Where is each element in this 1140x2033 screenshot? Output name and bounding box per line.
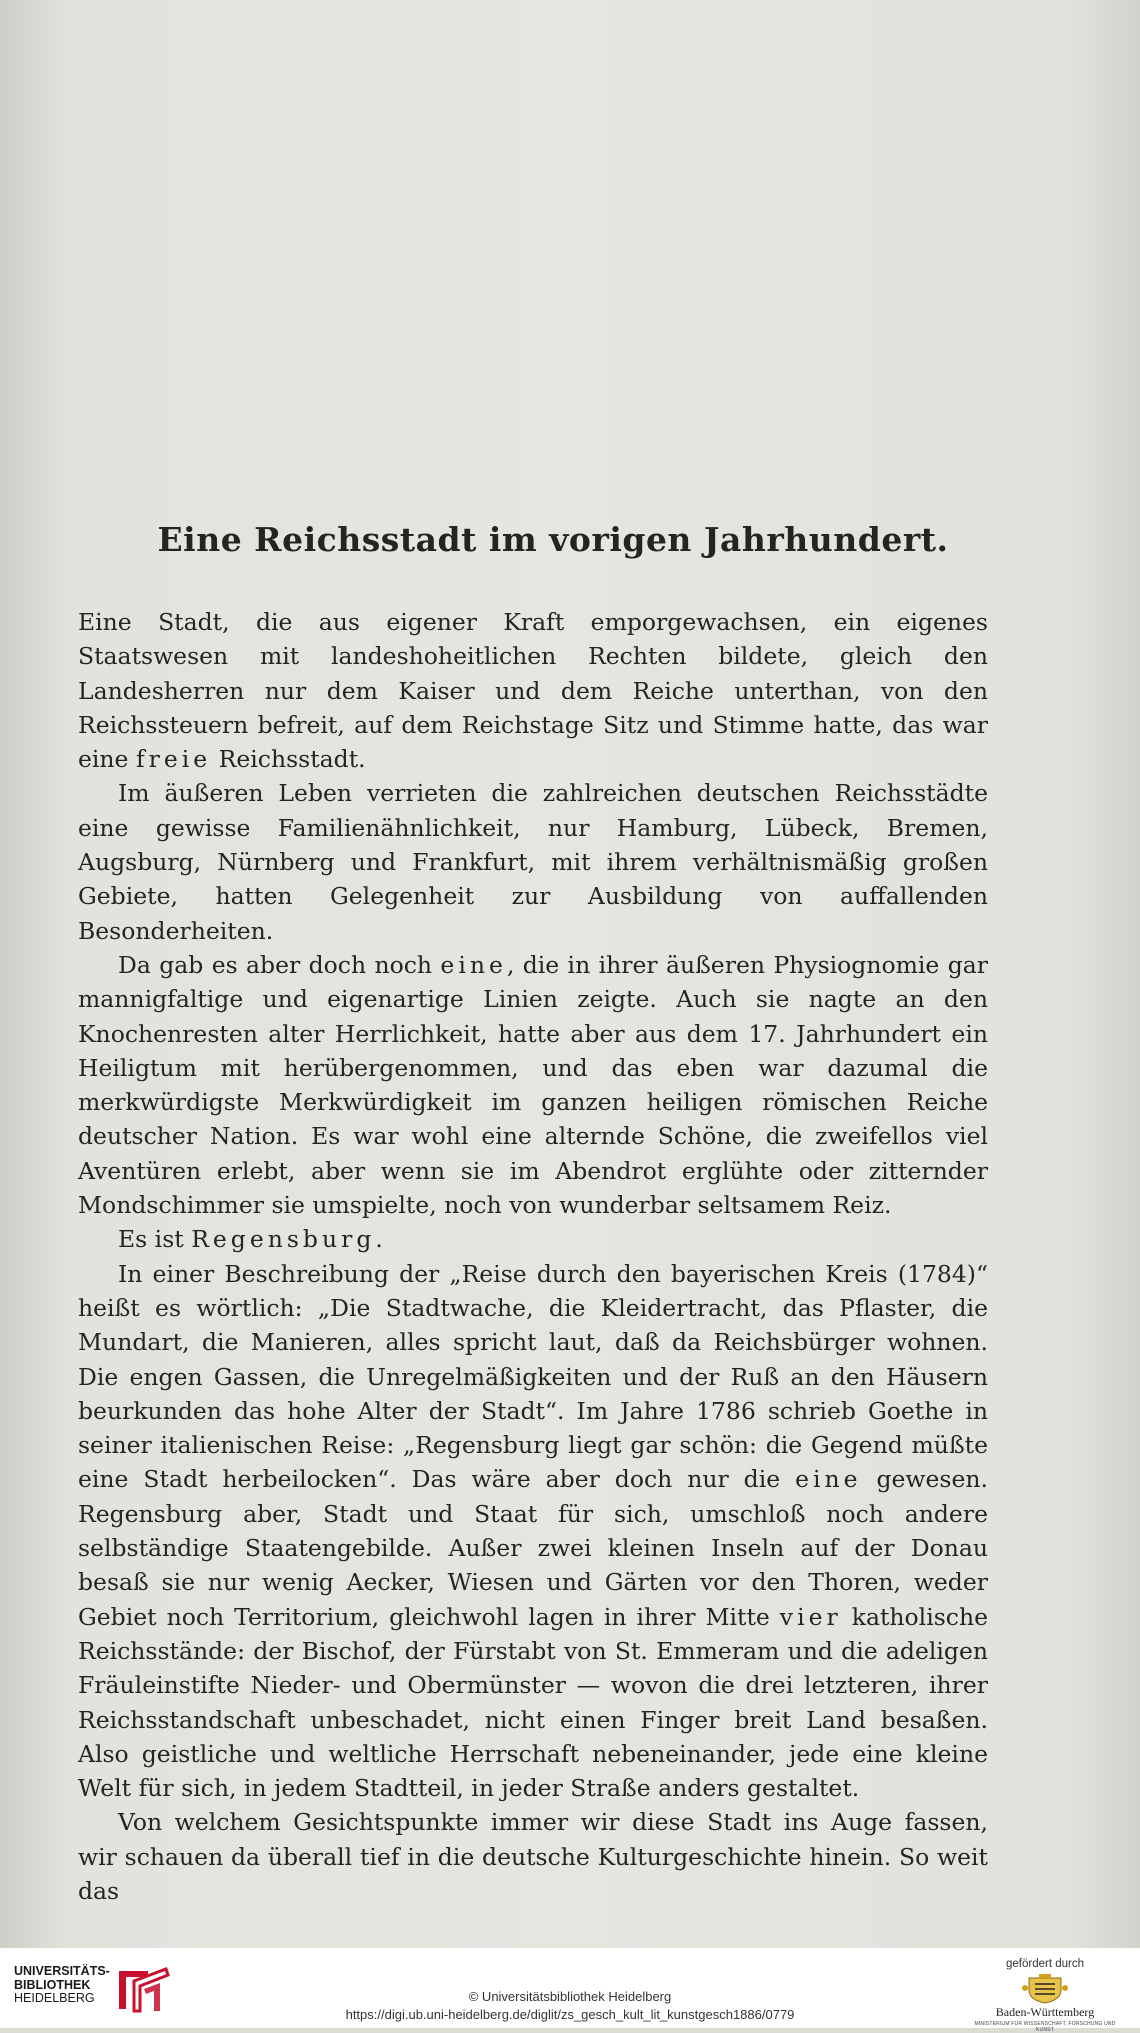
spaced-emphasis: vier	[779, 1602, 842, 1631]
paragraph	[78, 1805, 988, 1908]
paragraph	[78, 1257, 988, 1806]
copyright-block	[0, 1988, 1140, 2024]
text-run: , die in ihrer äußeren Physiognomie gar mannigfaltige und eigenartige Linien zeigte. Auch sie nagte an den Knochenresten alter Herrlichkeit, hatte aber aus dem 17. Jahrhundert ein Heiligtum mit herübergenommen, und das eben war dazumal die merkwürdigste Merkwürdigkeit im ganzen heiligen römischen Reiche deutscher Nation. Es war wohl eine alternde Schöne, die zweifellos viel Aventüren erlebt, aber wenn sie im Abendrot erglühte oder zitternder Mondschimmer sie umspielte, noch von wunderbar seltsamem Reiz.	[78, 950, 988, 1220]
article-body	[78, 605, 988, 1908]
text-run: katholische Reichsstände: der Bischof, der Fürstabt von St. Emmeram und die adeligen Fräuleinstifte Nieder- und Obermünster — wovon die drei letzteren, ihrer Reichsstandschaft unbeschadet, nicht einen Finger breit Land besaßen. Also geistliche und weltliche Herrschaft nebeneinander, jede eine kleine Welt für sich, in jedem Stadtteil, in jeder Straße anders gestaltet.	[78, 1602, 988, 1803]
state-name: Baden-Württemberg	[995, 2005, 1095, 2019]
ub-line-2: BIBLIOTHEK	[14, 1977, 91, 1992]
paragraph	[78, 776, 988, 947]
paragraph	[78, 948, 988, 1222]
text-run: In einer Beschreibung der „Reise durch den bayerischen Kreis (1784)“ heißt es wörtlich: „Die Stadtwache, die Kleidertracht, das Pflaster, die Mundart, die Manieren, alles spricht laut, daß da Reichsbürger wohnen. Die engen Gassen, die Unregelmäßigkeiten und der Ruß an den Häusern beurkunden das hohe Alter der Stadt“. Im Jahre 1786 schrieb Goethe in seiner italienischen Reise: „Regensburg liegt gar schön: die Gegend müßte eine Stadt herbeilocken“. Das wäre aber doch nur die	[78, 1259, 988, 1494]
text-run: Es ist	[118, 1225, 192, 1254]
text-run: Reichsstadt.	[211, 745, 366, 774]
article-title: Eine Reichsstadt im vorigen Jahrhundert.	[157, 520, 949, 559]
spaced-emphasis: Regensburg	[191, 1225, 376, 1254]
paragraph	[78, 605, 988, 776]
baden-wuerttemberg-crest-icon	[1021, 1974, 1069, 2004]
permalink[interactable]: https://digi.ub.uni-heidelberg.de/diglit/zs_gesch_kult_lit_kunstgesch1886/0779	[345, 2007, 795, 2022]
paragraph	[78, 1222, 988, 1256]
text-run: Da gab es aber doch noch	[118, 950, 441, 979]
text-run: Im äußeren Leben verrieten die zahlreichen deutschen Reichsstädte eine gewisse Familienähnlichkeit, nur Hamburg, Lübeck, Bremen, Augsburg, Nürnberg und Frankfurt, mit ihrem verhältnismäßig großen Gebiete, hatten Gelegenheit zur Ausbildung von auffallenden Besonderheiten.	[78, 779, 988, 945]
spaced-emphasis: eine	[440, 950, 507, 979]
text-run: gewesen. Regensburg aber, Stadt und Staat für sich, umschloß noch andere selbständige Staatengebilde. Außer zwei kleinen Inseln auf der Donau besaß sie nur wenig Aecker, Wiesen und Gärten vor den Thoren, weder Gebiet noch Territorium, gleichwohl lagen in ihrer Mitte	[78, 1465, 989, 1631]
funded-by-label: gefördert durch	[1006, 1958, 1084, 1970]
copyright-text: © Universitätsbibliothek Heidelberg	[468, 1989, 672, 2004]
text-run: Eine Stadt, die aus eigener Kraft emporgewachsen, ein eigenes Staatswesen mit landeshoheitlichen Rechten bildete, gleich den Landesherren nur dem Kaiser und dem Reiche unterthan, von den Reichssteuern befreit, auf dem Reichstage Sitz und Stimme hatte, das war eine	[78, 608, 988, 774]
funding-logo[interactable]	[970, 1958, 1120, 2033]
spaced-emphasis: freie	[135, 745, 212, 774]
ministry-name: MINISTERIUM FÜR WISSENSCHAFT, FORSCHUNG UND KUNST	[974, 2021, 1116, 2033]
ub-line-1: UNIVERSITÄTS-	[14, 1964, 110, 1978]
ub-line-3: HEIDELBERG	[14, 1991, 95, 2005]
spaced-emphasis: eine	[795, 1465, 862, 1494]
text-run: .	[375, 1225, 383, 1254]
page-content	[78, 520, 988, 1908]
text-run: Von welchem Gesichtspunkte immer wir diese Stadt ins Auge fassen, wir schauen da überall tief in die deutsche Kulturgeschichte hinein. So weit das	[78, 1808, 988, 1905]
